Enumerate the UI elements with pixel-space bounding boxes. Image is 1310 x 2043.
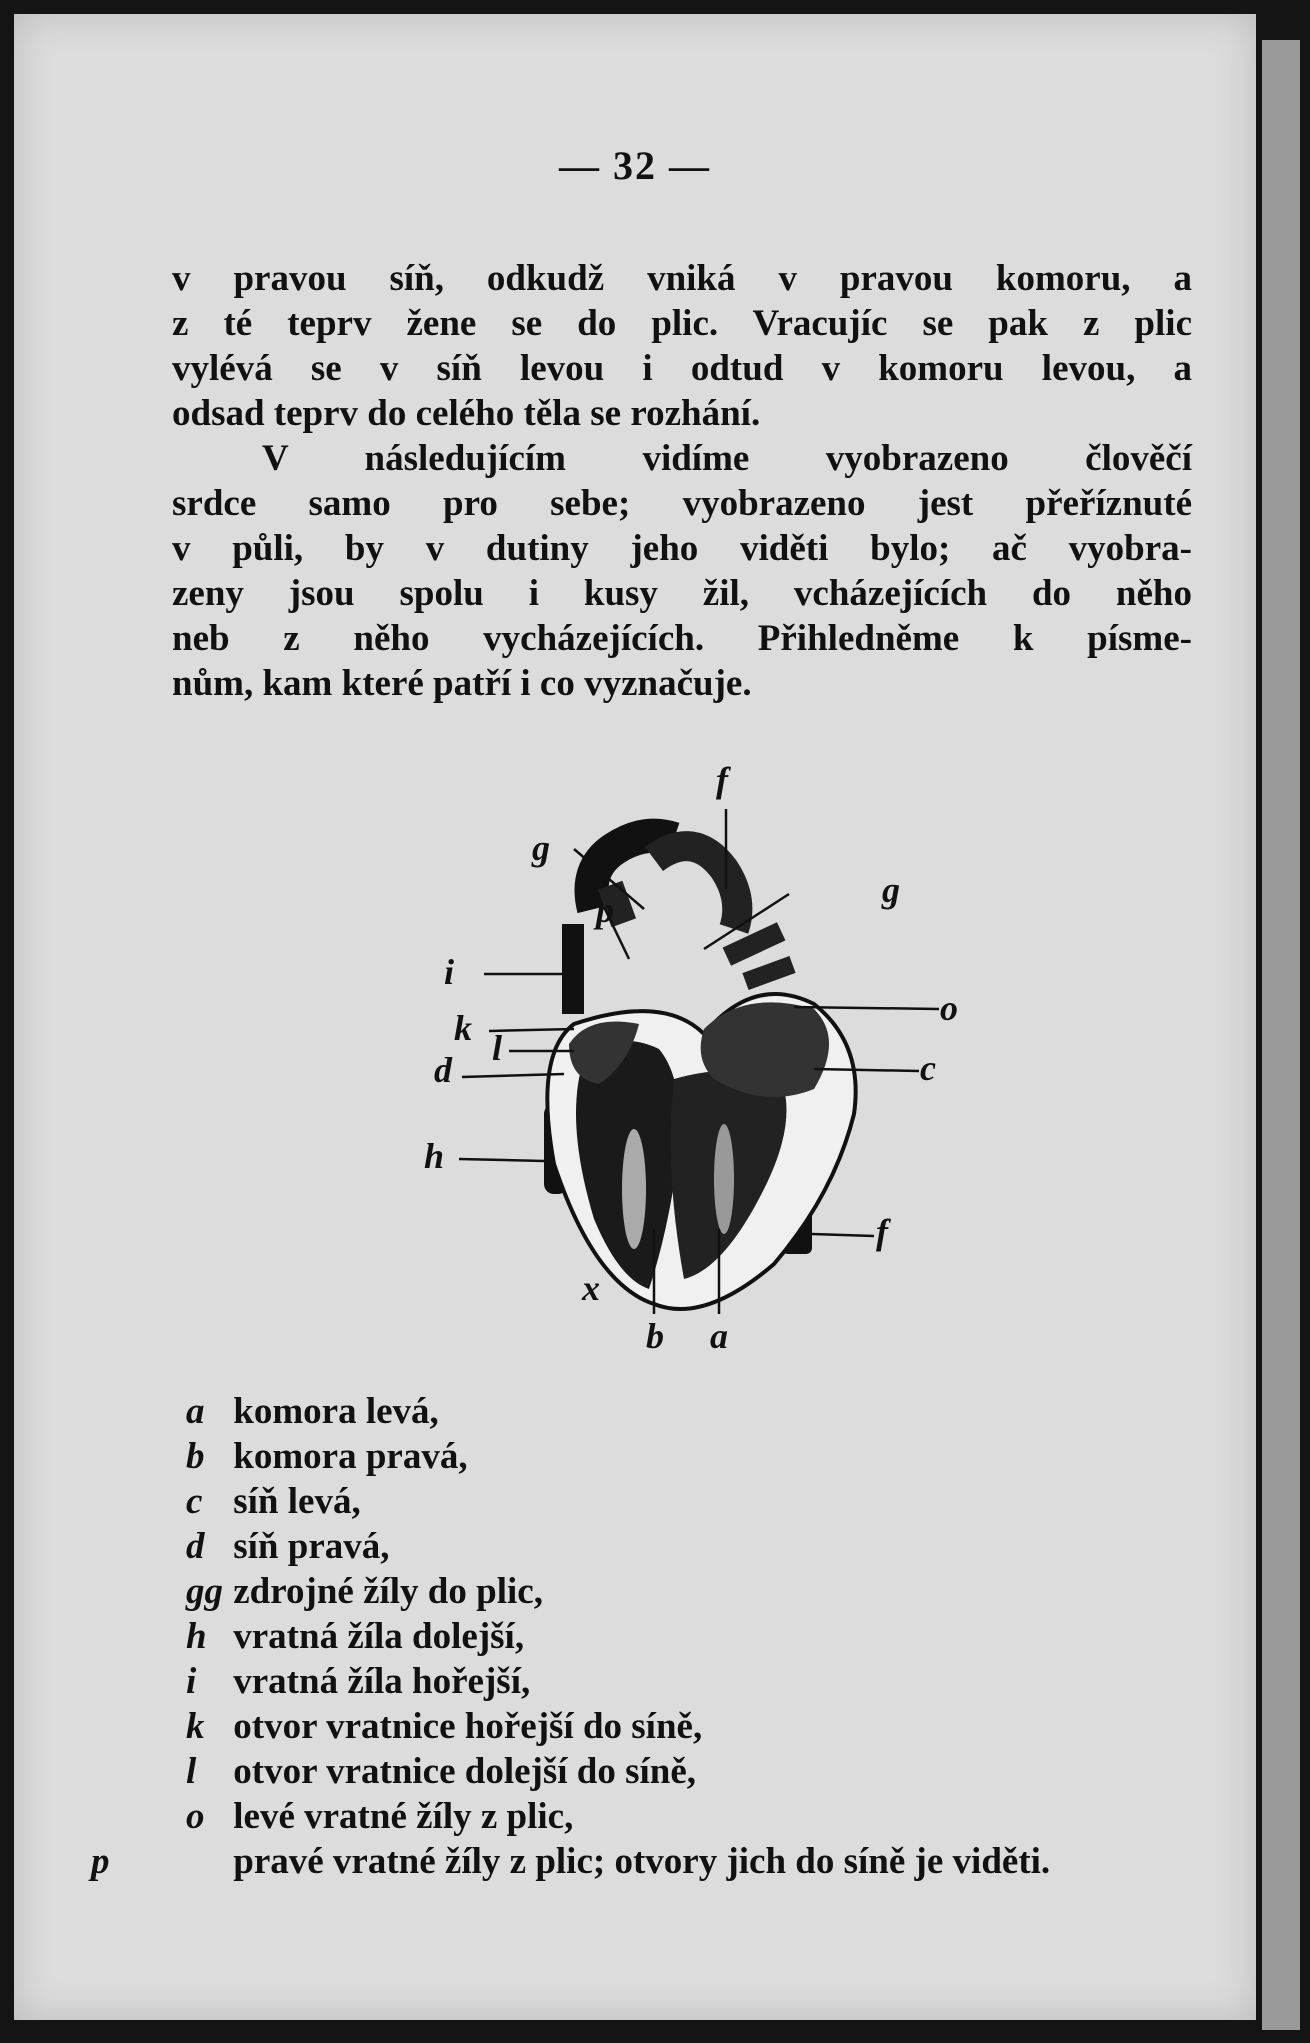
figure-label-g-right: g <box>882 870 900 910</box>
heart-figure <box>404 759 964 1359</box>
legend-item: p pravé vratné žíly z plic; otvory jich do síně je viděti. <box>91 1841 1051 1882</box>
figure-legend <box>91 1389 1196 1884</box>
text-line: v pravou síň, odkudž vniká v pravou komoru, a <box>172 258 1192 299</box>
figure-label-h: h <box>424 1136 445 1176</box>
text-line: srdce samo pro sebe; vyobrazeno jest přeříznuté <box>172 483 1192 524</box>
heart-illustration <box>404 759 964 1359</box>
figure-label-a: a <box>710 1316 728 1356</box>
figure-label-b: b <box>646 1316 664 1356</box>
legend-item: gg zdrojné žíly do plic, <box>186 1571 543 1612</box>
legend-item: o levé vratné žíly z plic, <box>186 1796 574 1837</box>
page-edge <box>1262 40 1300 2030</box>
text-line: vylévá se v síň levou i odtud v komoru levou, a <box>172 348 1192 389</box>
text-line: nům, kam které patří i co vyznačuje. <box>172 663 752 704</box>
figure-label-p: p <box>596 890 614 930</box>
figure-label-d: d <box>434 1050 452 1090</box>
figure-label-o: o <box>940 988 958 1028</box>
text-line: zeny jsou spolu i kusy žil, vcházejících do něho <box>172 573 1192 614</box>
legend-item: i vratná žíla hořejší, <box>186 1661 531 1702</box>
figure-label-l: l <box>492 1028 503 1068</box>
figure-label-f-top: f <box>716 760 728 800</box>
text-line: V následujícím vidíme vyobrazeno člověčí <box>262 438 1192 479</box>
text-line: z té teprv žene se do plic. Vracujíc se pak z plic <box>172 303 1192 344</box>
figure-label-g-left: g <box>532 828 550 868</box>
legend-item: b komora pravá, <box>186 1436 468 1477</box>
book-page <box>14 14 1256 2020</box>
legend-item: h vratná žíla dolejší, <box>186 1616 525 1657</box>
figure-label-i: i <box>444 952 455 992</box>
legend-item: k otvor vratnice hořejší do síně, <box>186 1706 703 1747</box>
page-number: — 32 — <box>559 143 711 188</box>
figure-label-c: c <box>920 1048 936 1088</box>
legend-item: c síň levá, <box>186 1481 361 1522</box>
paragraph-2 <box>172 436 1192 706</box>
figure-label-f-bottom: f <box>876 1212 888 1252</box>
legend-item: d síň pravá, <box>186 1526 390 1567</box>
legend-item: l otvor vratnice dolejší do síně, <box>186 1751 697 1792</box>
legend-item: a komora levá, <box>186 1391 439 1432</box>
paragraph-1 <box>172 256 1192 436</box>
text-line: v půli, by v dutiny jeho viděti bylo; ač vyobra- <box>172 528 1192 569</box>
text-line: odsad teprv do celého těla se rozhání. <box>172 393 761 434</box>
figure-label-k: k <box>454 1008 472 1048</box>
text-line: neb z něho vycházejících. Přihledněme k písme- <box>172 618 1192 659</box>
figure-label-x: x <box>582 1268 600 1308</box>
